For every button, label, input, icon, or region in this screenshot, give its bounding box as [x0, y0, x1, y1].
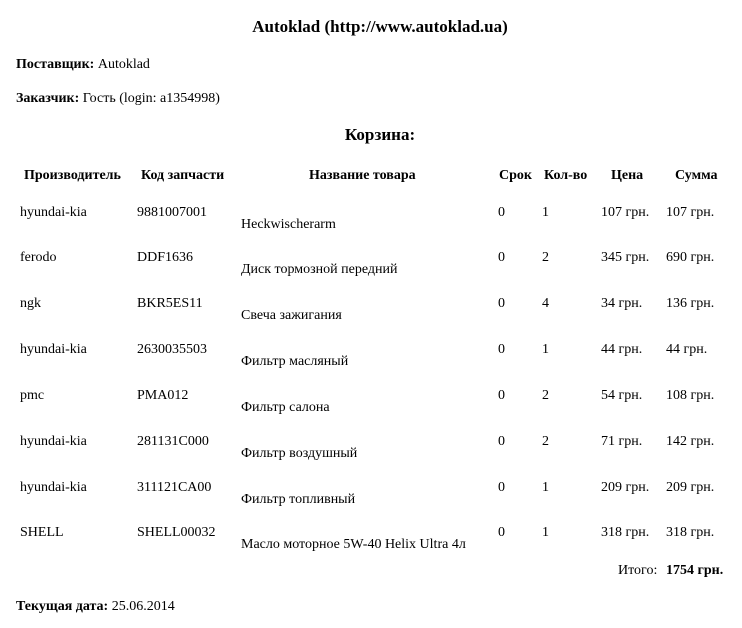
cell-sum: 209 грн.: [666, 480, 715, 495]
current-date-label: Текущая дата:: [16, 599, 109, 614]
cell-term: 0: [498, 480, 505, 495]
cell-product-name: Свеча зажигания: [241, 308, 342, 323]
cart-heading: Корзина:: [344, 125, 416, 144]
cell-price: 34 грн.: [601, 296, 643, 311]
cell-manufacturer: ngk: [20, 296, 41, 311]
cell-product-name: Диск тормозной передний: [241, 262, 398, 277]
current-date-line: [16, 599, 175, 615]
cell-manufacturer: hyundai-kia: [20, 342, 87, 357]
cell-manufacturer: hyundai-kia: [20, 480, 87, 495]
cell-product-name: Фильтр воздушный: [241, 446, 358, 461]
cell-sum: 108 грн.: [666, 388, 715, 403]
cell-price: 107 грн.: [601, 205, 650, 220]
cell-term: 0: [498, 525, 505, 540]
cell-term: 0: [498, 434, 505, 449]
cell-product-name: Heckwischerarm: [241, 217, 336, 232]
cell-part-code: DDF1636: [137, 250, 194, 265]
cell-product-name: Масло моторное 5W-40 Helix Ultra 4л: [241, 537, 466, 552]
cell-part-code: 311121CA00: [137, 480, 212, 495]
cell-manufacturer: hyundai-kia: [20, 205, 87, 220]
supplier-value: Autoklad: [97, 57, 150, 72]
cell-quantity: 1: [542, 480, 549, 495]
cell-price: 345 грн.: [601, 250, 650, 265]
cell-term: 0: [498, 342, 505, 357]
cell-product-name: Фильтр топливный: [241, 492, 356, 507]
cell-price: 209 грн.: [601, 480, 650, 495]
cell-price: 71 грн.: [601, 434, 643, 449]
supplier-line: [16, 57, 150, 73]
current-date-value: 25.06.2014: [111, 599, 175, 614]
cell-manufacturer: hyundai-kia: [20, 434, 87, 449]
total-value: 1754 грн.: [666, 563, 724, 578]
cell-part-code: SHELL00032: [137, 525, 216, 540]
cell-sum: 44 грн.: [666, 342, 708, 357]
cell-part-code: 281131C000: [137, 434, 209, 449]
cell-quantity: 2: [542, 434, 549, 449]
total-label: Итого:: [618, 563, 658, 578]
header-part-code: Код запчасти: [141, 168, 225, 183]
cell-price: 54 грн.: [601, 388, 643, 403]
cell-sum: 318 грн.: [666, 525, 715, 540]
header-product-name: Название товара: [309, 168, 416, 183]
cell-quantity: 4: [542, 296, 549, 311]
cell-term: 0: [498, 388, 505, 403]
cell-quantity: 1: [542, 525, 549, 540]
cell-part-code: BKR5ES11: [137, 296, 203, 311]
document-title: Autoklad (http://www.autoklad.ua): [252, 17, 508, 36]
cell-part-code: 2630035503: [137, 342, 207, 357]
cell-manufacturer: ferodo: [20, 250, 57, 265]
header-price: Цена: [611, 168, 644, 183]
cell-quantity: 2: [542, 388, 549, 403]
cell-sum: 136 грн.: [666, 296, 715, 311]
cell-product-name: Фильтр салона: [241, 400, 330, 415]
cell-part-code: 9881007001: [137, 205, 207, 220]
cell-term: 0: [498, 296, 505, 311]
cell-product-name: Фильтр масляный: [241, 354, 349, 369]
cell-sum: 142 грн.: [666, 434, 715, 449]
supplier-label: Поставщик:: [16, 57, 95, 72]
customer-value: Гость (login: a1354998): [82, 91, 220, 106]
cell-price: 44 грн.: [601, 342, 643, 357]
cell-sum: 690 грн.: [666, 250, 715, 265]
customer-label: Заказчик:: [16, 91, 80, 106]
cell-manufacturer: SHELL: [20, 525, 64, 540]
header-term: Срок: [499, 168, 532, 183]
cell-sum: 107 грн.: [666, 205, 715, 220]
header-manufacturer: Производитель: [24, 168, 121, 183]
cell-price: 318 грн.: [601, 525, 650, 540]
cell-quantity: 2: [542, 250, 549, 265]
cell-term: 0: [498, 205, 505, 220]
cell-term: 0: [498, 250, 505, 265]
header-sum: Сумма: [675, 168, 718, 183]
customer-line: [16, 91, 220, 107]
cell-quantity: 1: [542, 205, 549, 220]
cell-manufacturer: pmc: [20, 388, 45, 403]
cell-quantity: 1: [542, 342, 549, 357]
cell-part-code: PMA012: [137, 388, 189, 403]
header-quantity: Кол-во: [544, 168, 588, 183]
